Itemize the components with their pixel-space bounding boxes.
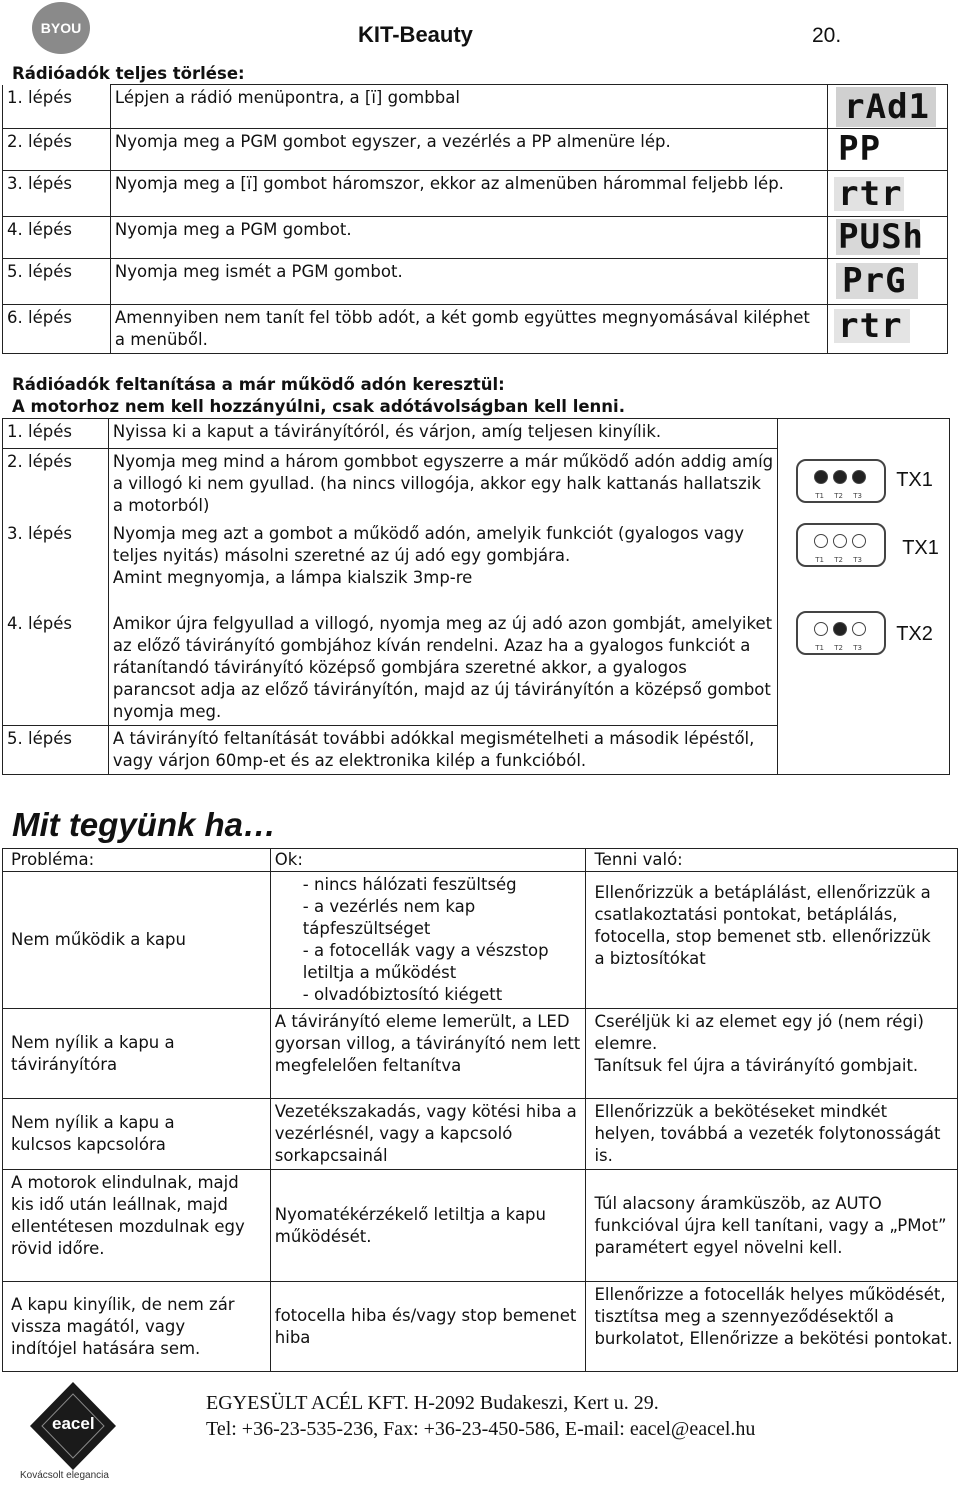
remote-control <box>796 611 886 655</box>
problem-cell: A kapu kinyílik, de nem zár vissza magától, vagy indítójel hatására sem. <box>3 1282 271 1372</box>
step-text-cell <box>108 521 777 611</box>
step-text: Lépjen a rádió menüpontra, a [ï] gombbal <box>110 85 827 129</box>
lcd-display: PrG <box>836 263 918 299</box>
lcd-display: rAd1 <box>836 87 936 127</box>
lcd-cell <box>828 259 948 305</box>
step-label: 2. lépés <box>3 129 111 171</box>
column-header: Tenni való: <box>586 849 958 872</box>
table-row <box>3 85 948 129</box>
section2-subheading: A motorhoz nem kell hozzányúlni, csak adótávolságban kell lenni. <box>12 397 625 416</box>
table-row <box>3 1170 958 1282</box>
lcd-display: PUSh <box>838 217 925 257</box>
step-text: Nyomja meg azt a gombot a működő adón, amelyik funkciót (gyalogos vagy teljes nyitás) másolni szeretné az új adó egy gombjára. <box>112 523 745 565</box>
table-row <box>3 217 948 259</box>
table-row <box>3 419 950 449</box>
eacel-logo-text: eacel <box>52 1414 95 1433</box>
remote-button-label: T3 <box>853 644 862 652</box>
remote-button <box>852 622 866 636</box>
section1-heading: Rádióadók teljes törlése: <box>12 64 245 83</box>
remote-button <box>814 622 828 636</box>
remote-button-label: T3 <box>853 556 862 564</box>
step-text: Nyomja meg a PGM gombot. <box>110 217 827 259</box>
eacel-logo <box>18 1380 128 1485</box>
remote-button <box>833 470 847 484</box>
footer-address: EGYESÜLT ACÉL KFT. H-2092 Budakeszi, Kert u. 29. <box>206 1392 659 1414</box>
lcd-display: rtr <box>834 177 904 211</box>
step-label: 5. lépés <box>3 725 109 774</box>
step-label: 4. lépés <box>3 611 109 726</box>
byou-logo-text: BYOU <box>40 20 82 36</box>
cause-cell: - nincs hálózati feszültség - a vezérlés nem kap tápfeszültséget - a fotocellák vagy a vészstop letiltja a működést - olvadóbiztosító kiégett <box>270 872 586 1009</box>
table-row <box>3 1282 958 1372</box>
table-row <box>3 259 948 305</box>
step-text-note: Amint megnyomja, a lámpa kialszik 3mp-re <box>112 567 473 587</box>
table-row <box>3 129 948 171</box>
remote-button-label: T2 <box>834 556 843 564</box>
lcd-cell <box>828 85 948 129</box>
step-label: 3. lépés <box>3 521 109 611</box>
remote-button-label: T1 <box>815 556 824 564</box>
remote-button <box>814 470 828 484</box>
lcd-cell <box>828 171 948 217</box>
step-label: 4. lépés <box>3 217 111 259</box>
remote-button <box>833 534 847 548</box>
lcd-display: PP <box>836 131 886 167</box>
step-text: Amennyiben nem tanít fel több adót, a két gomb együttes megnyomásával kiléphet a menüből. <box>110 305 827 354</box>
step-label: 1. lépés <box>3 85 111 129</box>
lcd-cell <box>828 217 948 259</box>
step-text: Amikor újra felgyullad a villogó, nyomja meg az új adó azon gombját, amelyiket az előző távirányító gombjához kíván rendelni. Azaz ha a gyalogos funkciót a rátanítandó távirányító középső gombjára szeretné akkor, a gyalogos parancsot adja az előző távirányítón, majd az új távirányítón a középső gombot nyomja meg. <box>108 611 777 726</box>
lcd-cell <box>828 129 948 171</box>
action-cell: Ellenőrizzük a bekötéseket mindkét helyen, továbbá a vezeték folytonosságát is. <box>586 1099 958 1170</box>
document-title: KIT-Beauty <box>358 22 473 47</box>
troubleshooting-table <box>2 848 958 1372</box>
table-row <box>3 872 958 1009</box>
problem-cell: Nem működik a kapu <box>3 872 271 1009</box>
step-text: Nyomja meg ismét a PGM gombot. <box>110 259 827 305</box>
column-header: Ok: <box>270 849 586 872</box>
step-text: Nyomja meg a PGM gombot egyszer, a vezérlés a PP almenüre lép. <box>110 129 827 171</box>
table-row <box>3 1099 958 1170</box>
table-row <box>3 1009 958 1099</box>
cause-cell: fotocella hiba és/vagy stop bemenet hiba <box>270 1282 586 1372</box>
problem-cell: Nem nyílik a kapu a távirányítóra <box>3 1009 271 1099</box>
section1-table <box>2 84 948 354</box>
remote-button <box>852 534 866 548</box>
remote-button <box>814 534 828 548</box>
problem-cell: A motorok elindulnak, majd kis idő után leállnak, majd ellentétesen mozdulnak egy rövid időre. <box>3 1170 271 1282</box>
table-header-row <box>3 849 958 872</box>
step-text: Nyomja meg mind a három gombbot egyszerre a már működő adón addig amíg a villogó ki nem gyullad. (ha nincs villogója, akkor egy halk kattanás hallatszik a motorból) <box>108 449 777 521</box>
action-cell: Cseréljük ki az elemet egy jó (nem régi) elemre. Tanítsuk fel újra a távirányító gombjait. <box>586 1009 958 1099</box>
step-label: 1. lépés <box>3 419 109 449</box>
remotes-cell <box>778 419 950 775</box>
remote-button-label: T2 <box>834 644 843 652</box>
remote-button-label: T3 <box>853 492 862 500</box>
cause-cell: Nyomatékérzékelő letiltja a kapu működését. <box>270 1170 586 1282</box>
table-row <box>3 171 948 217</box>
eacel-logo-tagline: Kovácsolt elegancia <box>20 1470 109 1481</box>
byou-logo <box>32 2 90 54</box>
lcd-display: rtr <box>834 309 910 343</box>
step-text: A távirányító feltanítását további adókkal megismételheti a második lépéstől, vagy várjon 60mp-et és az elektronika kilép a funkcióból. <box>108 725 777 774</box>
column-header: Probléma: <box>3 849 271 872</box>
footer-contact: Tel: +36-23-535-236, Fax: +36-23-450-586, E-mail: eacel@eacel.hu <box>206 1418 756 1440</box>
remote-button <box>852 470 866 484</box>
remote-control <box>796 523 886 567</box>
remote-button <box>833 622 847 636</box>
step-label: 5. lépés <box>3 259 111 305</box>
section3-title: Mit tegyünk ha… <box>12 806 277 843</box>
step-text: Nyissa ki a kaput a távirányítóról, és várjon, amíg teljesen kinyílik. <box>108 419 777 449</box>
remote-label: TX2 <box>896 623 933 645</box>
section2-heading: Rádióadók feltanítása a már működő adón keresztül: <box>12 375 505 394</box>
table-row <box>3 305 948 354</box>
section2-table <box>2 418 950 775</box>
remote-button-label: T1 <box>815 492 824 500</box>
remote-control <box>796 459 886 503</box>
page-number: 20. <box>812 24 842 47</box>
cause-cell: A távirányító eleme lemerült, a LED gyorsan villog, a távirányító nem lett megfelelően feltanítva <box>270 1009 586 1099</box>
cause-cell: Vezetékszakadás, vagy kötési hiba a vezérlésnél, vagy a kapcsoló sorkapcsainál <box>270 1099 586 1170</box>
action-cell: Ellenőrizzük a betáplálást, ellenőrizzük a csatlakoztatási pontokat, betáplálás, fotocella, stop bemenet stb. ellenőrizzük a biztosítókat <box>586 872 958 1009</box>
action-cell: Ellenőrizze a fotocellák helyes működését, tisztítsa meg a szennyeződésektől a burkolatot, Ellenőrizze a bekötési pontokat. <box>586 1282 958 1372</box>
problem-cell: Nem nyílik a kapu a kulcsos kapcsolóra <box>3 1099 271 1170</box>
lcd-cell <box>828 305 948 354</box>
step-label: 6. lépés <box>3 305 111 354</box>
remote-button-label: T1 <box>815 644 824 652</box>
remote-button-label: T2 <box>834 492 843 500</box>
remote-label: TX1 <box>896 469 933 491</box>
action-cell: Túl alacsony áramküszöb, az AUTO funkcióval újra kell tanítani, vagy a „PMot” paramétert egyel növelni kell. <box>586 1170 958 1282</box>
step-text: Nyomja meg a [ï] gombot háromszor, ekkor az almenüben hárommal feljebb lép. <box>110 171 827 217</box>
remote-label: TX1 <box>902 537 939 559</box>
step-label: 3. lépés <box>3 171 111 217</box>
step-label: 2. lépés <box>3 449 109 521</box>
